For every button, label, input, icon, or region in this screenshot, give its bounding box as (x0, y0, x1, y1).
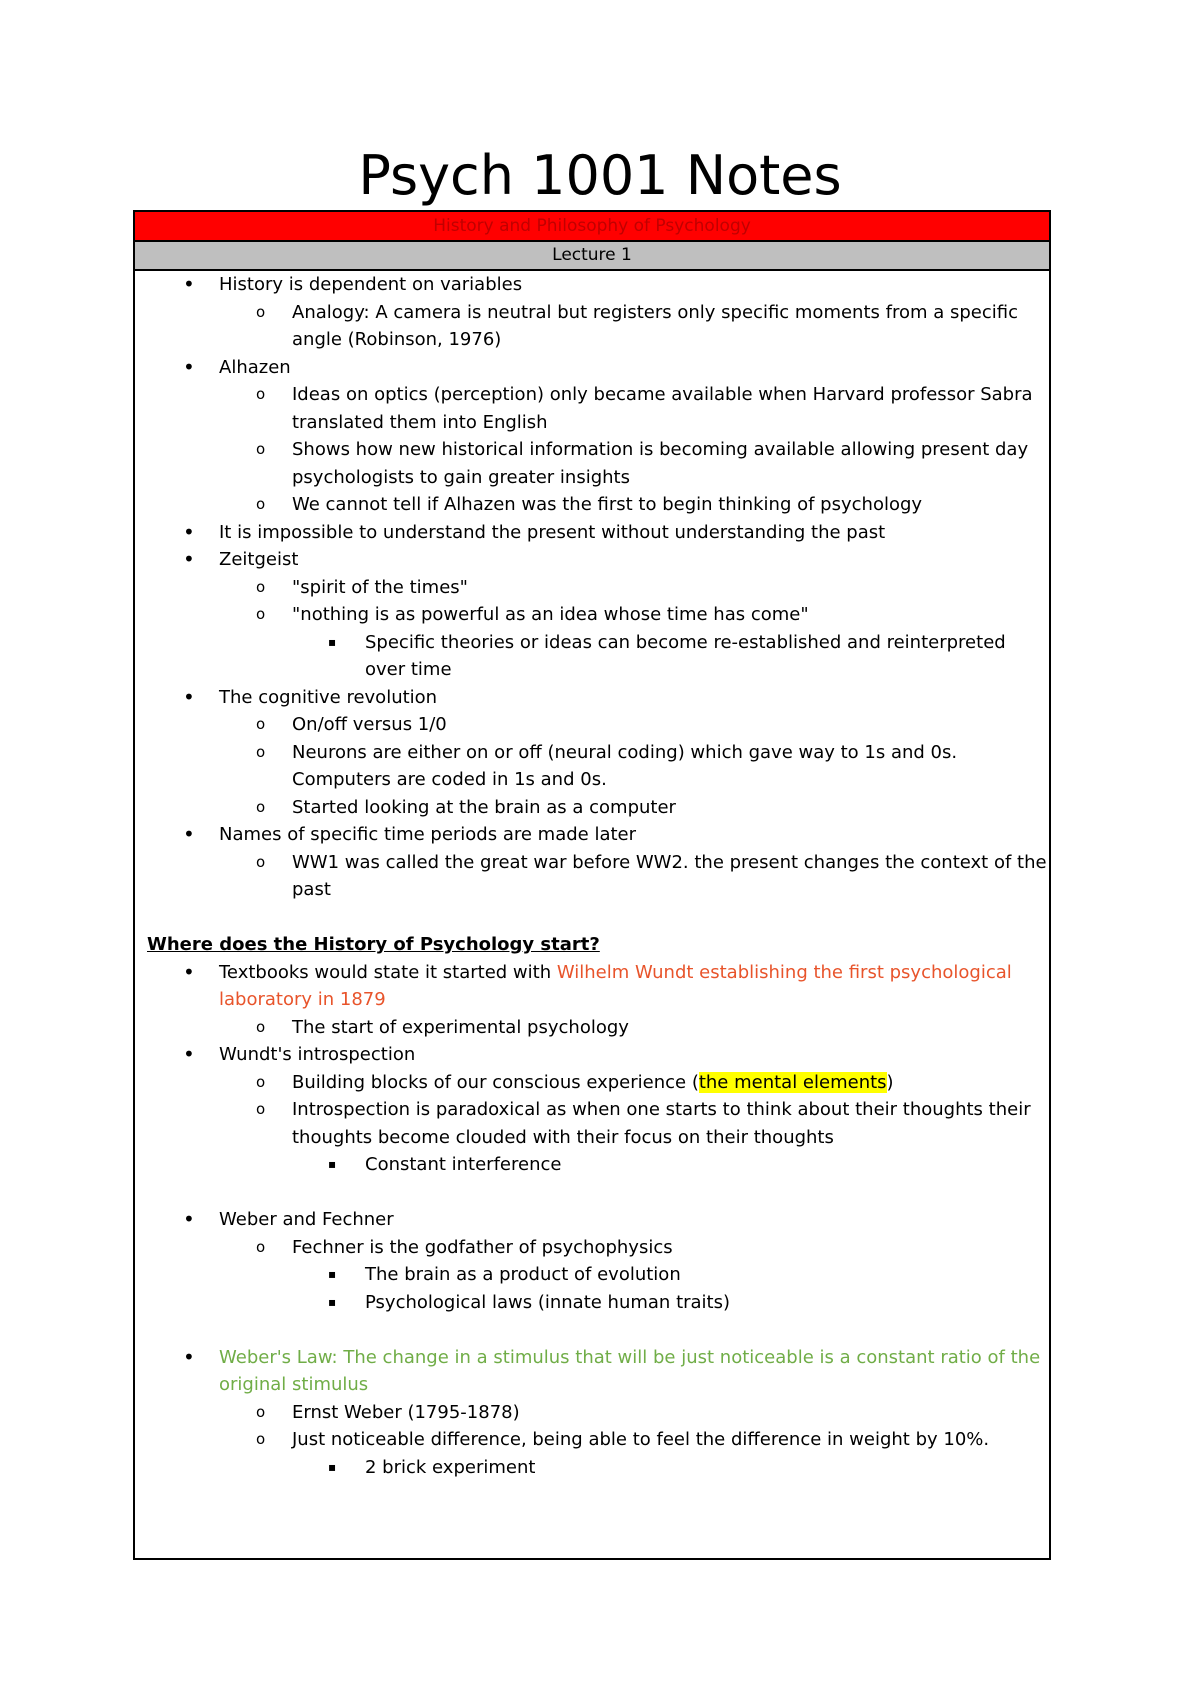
list-item: • The cognitive revolution (135, 684, 1049, 712)
list-item: o Ideas on optics (perception) only became available when Harvard professor Sabra translated them into English (135, 381, 1049, 436)
notes-table (133, 210, 1051, 1560)
list-item: • History is dependent on variables (135, 271, 1049, 299)
list-item: ▪ The brain as a product of evolution (135, 1261, 1049, 1289)
bullet-icon: • (183, 519, 195, 544)
bullet-icon: • (183, 1042, 195, 1066)
circle-bullet-icon: o (256, 1430, 266, 1448)
section-heading: Where does the History of Psychology start? (147, 934, 600, 955)
list-item: ▪ Psychological laws (innate human traits) (135, 1289, 1049, 1317)
circle-bullet-icon: o (256, 605, 266, 623)
list-item: o We cannot tell if Alhazen was the first to begin thinking of psychology (135, 491, 1049, 519)
square-bullet-icon: ▪ (328, 1459, 337, 1474)
document-title: Psych 1001 Notes (358, 144, 842, 207)
circle-bullet-icon: o (256, 742, 266, 761)
list-item: • Zeitgeist (135, 546, 1049, 574)
square-bullet-icon: ▪ (328, 1294, 337, 1309)
circle-bullet-icon: o (256, 715, 266, 733)
circle-bullet-icon: o (256, 797, 266, 816)
circle-bullet-icon: o (256, 385, 266, 403)
list-item: ▪ 2 brick experiment (135, 1454, 1049, 1482)
list-item: o Just noticeable difference, being able to feel the difference in weight by 10%. (135, 1426, 1049, 1454)
list-item: • Wundt's introspection (135, 1041, 1049, 1069)
square-bullet-icon: ▪ (328, 1267, 337, 1281)
list-item (135, 1344, 1049, 1399)
list-item: o "spirit of the times" (135, 574, 1049, 602)
highlighted-text-red: Wilhelm Wundt establishing the first psychological laboratory in 1879 (219, 961, 1012, 1010)
circle-bullet-icon: o (256, 440, 266, 458)
highlighted-text-green: Weber's Law: The change in a stimulus that will be just noticeable is a constant ratio of the original stimulus (219, 1346, 1041, 1395)
list-item: • It is impossible to understand the present without understanding the past (135, 519, 1049, 547)
list-item: o Introspection is paradoxical as when one starts to think about their thoughts their thoughts become clouded with their focus on their thoughts (135, 1096, 1049, 1151)
circle-bullet-icon: o (256, 577, 266, 596)
bullet-icon: • (183, 1207, 195, 1231)
list-item: o WW1 was called the great war before WW2. the present changes the context of the past (135, 849, 1049, 904)
circle-bullet-icon: o (256, 852, 266, 871)
list-item: o "nothing is as powerful as an idea whose time has come" (135, 601, 1049, 629)
highlighted-text-yellow: the mental elements (698, 1071, 887, 1093)
list-item: ▪ Specific theories or ideas can become re-established and reinterpreted over time (135, 629, 1049, 684)
notes-body (135, 271, 1049, 1481)
list-item: o Neurons are either on or off (neural coding) which gave way to 1s and 0s. Computers are coded in 1s and 0s. (135, 739, 1049, 794)
list-item: • Alhazen (135, 354, 1049, 382)
list-item: o Ernst Weber (1795-1878) (135, 1399, 1049, 1427)
circle-bullet-icon: o (256, 302, 266, 321)
lecture-band: Lecture 1 (135, 242, 1049, 271)
list-item: o The start of experimental psychology (135, 1014, 1049, 1042)
bullet-icon: • (183, 547, 195, 571)
bullet-icon: • (183, 959, 195, 984)
circle-bullet-icon: o (256, 495, 266, 513)
list-item: • Textbooks would state it started with Wilhelm Wundt establishing the first psychological laboratory in 1879 (183, 959, 1012, 1010)
spacer (135, 1316, 1049, 1344)
spacer (135, 904, 1049, 932)
bullet-icon: • (183, 822, 195, 846)
bullet-icon: • (183, 354, 195, 379)
list-item: o Analogy: A camera is neutral but registers only specific moments from a specific angle (Robinson, 1976) (135, 299, 1049, 354)
list-item: • Names of specific time periods are made later (135, 821, 1049, 849)
bullet-icon: • (183, 1344, 195, 1369)
list-item: o Shows how new historical information is becoming available allowing present day psychologists to gain greater insights (135, 436, 1049, 491)
list-item: o Fechner is the godfather of psychophysics (135, 1234, 1049, 1262)
list-item: o Started looking at the brain as a computer (135, 794, 1049, 822)
list-item: o Building blocks of our conscious experience (the mental elements) (135, 1069, 1049, 1097)
bullet-icon: • (183, 272, 195, 296)
bullet-icon: • (183, 684, 195, 709)
section-band: History and Philosophy of Psychology (135, 212, 1049, 242)
circle-bullet-icon: o (256, 1100, 266, 1118)
square-bullet-icon: ▪ (328, 634, 337, 649)
square-bullet-icon: ▪ (328, 1157, 337, 1171)
list-item: • Weber and Fechner (135, 1206, 1049, 1234)
list-item: ▪ Constant interference (135, 1151, 1049, 1179)
circle-bullet-icon: o (256, 1017, 266, 1036)
circle-bullet-icon: o (256, 1402, 266, 1421)
list-item: o On/off versus 1/0 (135, 711, 1049, 739)
circle-bullet-icon: o (256, 1237, 266, 1256)
circle-bullet-icon: o (256, 1072, 266, 1091)
spacer (135, 1179, 1049, 1207)
